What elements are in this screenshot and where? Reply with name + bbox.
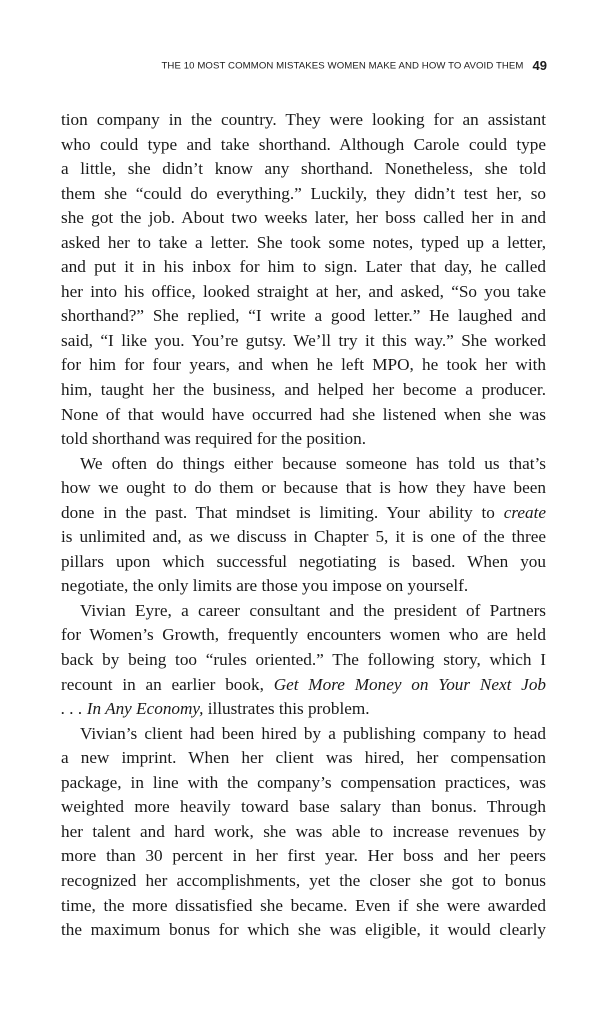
text-line: how we ought to do them or because that is how they have been [61, 478, 546, 498]
text-line: Vivian’s client had been hired by a publishing company to head [80, 723, 546, 743]
text-line: she got the job. About two weeks later, her boss called her in and [61, 208, 546, 228]
running-header [60, 57, 547, 75]
text-line: We often do things either because someone has told us that’s [80, 453, 546, 473]
text-line: back by being too “rules oriented.” The following story, which I [61, 650, 546, 670]
text-line: them she “could do everything.” Luckily, they didn’t test her, so [61, 183, 546, 203]
page-number: 49 [532, 58, 547, 74]
text-line: negotiate, the only limits are those you impose on yourself. [61, 576, 469, 596]
running-title: THE 10 MOST COMMON MISTAKES WOMEN MAKE AND HOW TO AVOID THEM [161, 60, 524, 72]
text-line: told shorthand was required for the position. [61, 429, 367, 449]
text-line: asked her to take a letter. She took some notes, typed up a letter, [61, 232, 546, 252]
text-line: shorthand?” She replied, “I write a good letter.” He laughed and [61, 306, 546, 326]
text-line: said, “I like you. You’re gutsy. We’ll try it this way.” She worked [61, 330, 546, 350]
text-line: time, the more dissatisfied she became. Even if she were awarded [61, 895, 546, 915]
text-line: who could type and take shorthand. Although Carole could type [61, 134, 546, 154]
text-line [61, 673, 546, 698]
text-line: None of that would have occurred had she listened when she was [61, 404, 546, 424]
text-line: Vivian Eyre, a career consultant and the president of Partners [80, 600, 546, 620]
text-line [61, 697, 546, 722]
text-span: illustrates this problem. [203, 699, 370, 719]
text-line: a little, she didn’t know any shorthand. Nonetheless, she told [61, 159, 546, 179]
text-line: recognized her accomplishments, yet the closer she got to bonus [61, 870, 546, 890]
text-span: recount in an earlier book, [61, 674, 274, 694]
italic-text: create [503, 502, 546, 522]
text-line: is unlimited and, as we discuss in Chapter 5, it is one of the three [61, 527, 546, 547]
book-title-italic: Get More Money on Your Next Job [273, 674, 547, 694]
text-line: for him for four years, and when he left MPO, he took her with [61, 355, 546, 375]
text-line: weighted more heavily toward base salary than bonus. Through [61, 797, 546, 817]
text-line: the maximum bonus for which she was eligible, it would clearly [61, 920, 546, 940]
text-span: done in the past. That mindset is limiting. Your ability to [61, 502, 504, 522]
text-line: for Women’s Growth, frequently encounters women who are held [61, 625, 546, 645]
text-line: him, taught her the business, and helped her become a producer. [61, 380, 546, 400]
text-line: a new imprint. When her client was hired, her compensation [61, 748, 546, 768]
book-title-italic: . . . In Any Economy, [61, 699, 204, 719]
text-line: her into his office, looked straight at her, and asked, “So you take [61, 281, 546, 301]
text-line: her talent and hard work, she was able to increase revenues by [61, 821, 546, 841]
body-text [61, 108, 546, 943]
text-line: package, in line with the company’s compensation practices, was [61, 772, 546, 792]
text-line: tion company in the country. They were looking for an assistant [61, 110, 546, 129]
text-line [61, 501, 546, 526]
text-line: pillars upon which successful negotiating is based. When you [61, 551, 546, 571]
text-line: and put it in his inbox for him to sign. Later that day, he called [61, 257, 546, 277]
text-line: more than 30 percent in her first year. Her boss and her peers [61, 846, 546, 866]
